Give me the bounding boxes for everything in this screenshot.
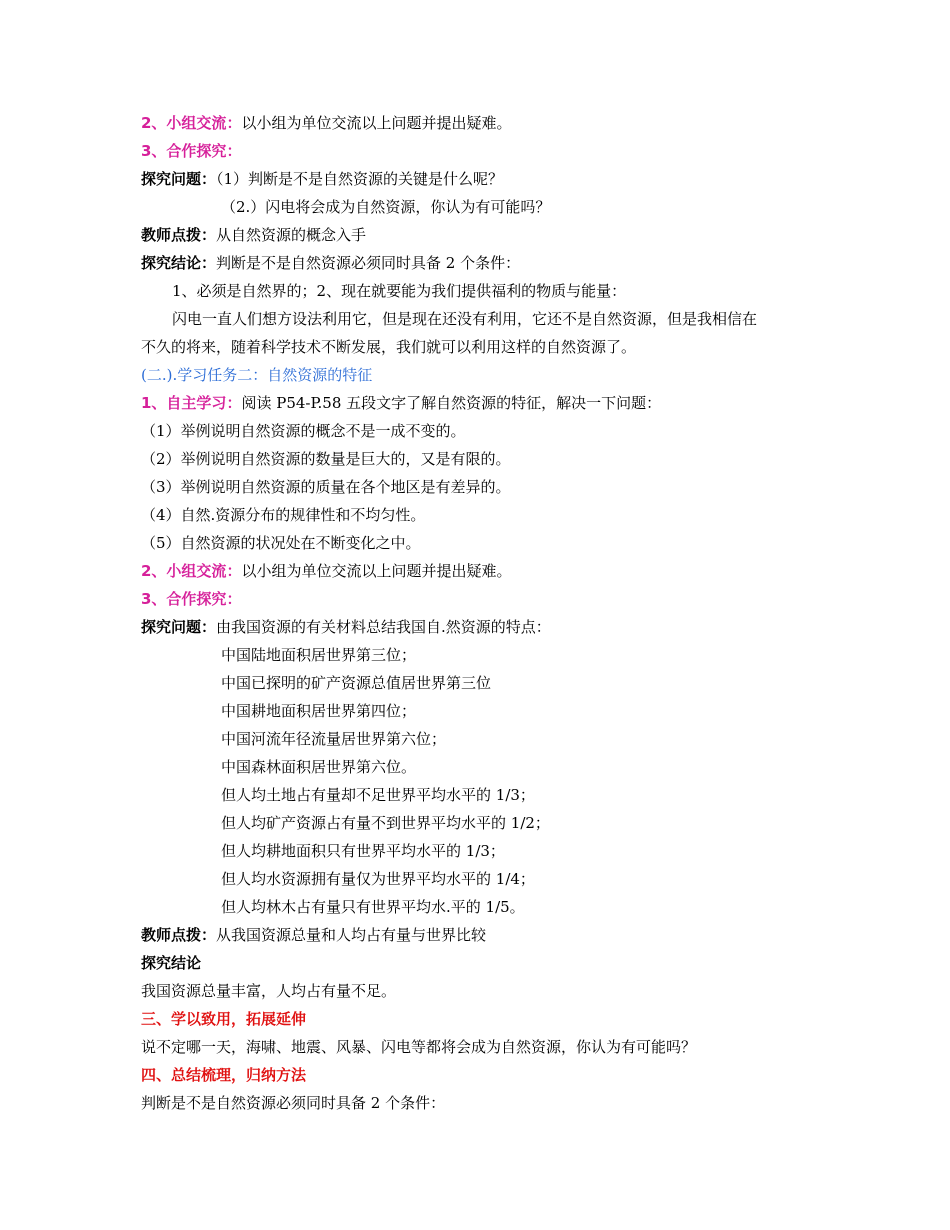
section-3-label: 三、学以致用，拓展延伸 xyxy=(141,1010,307,1028)
section-4-heading xyxy=(141,1065,306,1085)
conditions-line xyxy=(172,281,626,301)
inquiry-conclusion-line xyxy=(141,253,520,273)
section-4-text: 判断是不是自然资源必须同时具备 2 个条件： xyxy=(141,1094,446,1112)
cooperative-inquiry-label-2: 3、合作探究： xyxy=(141,590,242,608)
fact-line xyxy=(221,673,491,693)
inquiry-conclusion-label: 探究结论： xyxy=(141,254,217,272)
section-4-label: 四、总结梳理，归纳方法 xyxy=(141,1066,307,1084)
fact-line xyxy=(221,757,416,777)
inquiry-question-2-text: （2.）闪电将会成为自然资源，你认为有可能吗？ xyxy=(221,198,551,216)
fact-line xyxy=(221,645,416,665)
inquiry-question-line xyxy=(141,169,503,189)
fact-text: 中国森林面积居世界第六位。 xyxy=(221,758,417,776)
teacher-hint-text-2: 从我国资源总量和人均占有量与世界比较 xyxy=(216,926,487,944)
conclusion-text: 我国资源总量丰富，人均占有量不足。 xyxy=(141,982,397,1000)
list-item xyxy=(141,421,466,441)
inquiry-question-text: （1）判断是不是自然资源的关键是什么呢？ xyxy=(216,170,504,188)
self-study-text: 阅读 P54-P.58 五段文字了解自然资源的特征，解决一下问题： xyxy=(241,394,662,412)
section-3-question-text: 说不定哪一天，海啸、地震、风暴、闪电等都将会成为自然资源，你认为有可能吗？ xyxy=(141,1038,697,1056)
section-4-text-line xyxy=(141,1093,445,1113)
inquiry-question-line-2 xyxy=(141,617,551,637)
cooperative-inquiry-label: 3、合作探究： xyxy=(141,142,242,160)
fact-line xyxy=(221,785,535,805)
section-3-heading xyxy=(141,1009,306,1029)
learning-task-2-heading xyxy=(141,365,372,385)
fact-text: 中国陆地面积居世界第三位； xyxy=(221,646,417,664)
fact-line xyxy=(221,813,550,833)
conditions-text: 1、必须是自然界的；2、现在就要能为我们提供福利的物质与能量： xyxy=(172,282,627,300)
cooperative-inquiry-heading-2 xyxy=(141,589,241,609)
inquiry-conclusion-text: 判断是不是自然资源必须同时具备 2 个条件： xyxy=(216,254,521,272)
teacher-hint-line-2 xyxy=(141,925,486,945)
list-item xyxy=(141,505,425,525)
teacher-hint-text: 从自然资源的概念入手 xyxy=(216,226,367,244)
lightning-paragraph-text-2: 不久的将来，随着科学技术不断发展，我们就可以利用这样的自然资源了。 xyxy=(141,338,637,356)
fact-text: 中国河流年径流量居世界第六位； xyxy=(221,730,447,748)
fact-text: 但人均耕地面积只有世界平均水平的 1/3； xyxy=(221,842,505,860)
list-item-text: （1）举例说明自然资源的概念不是一成不变的。 xyxy=(141,422,466,440)
list-item-text: （4）自然.资源分布的规律性和不均匀性。 xyxy=(141,506,426,524)
teacher-hint-label-2: 教师点拨： xyxy=(141,926,217,944)
inquiry-conclusion-label-2: 探究结论 xyxy=(141,954,202,972)
learning-task-2-text: (二.).学习任务二：自然资源的特征 xyxy=(141,366,373,384)
fact-text: 但人均土地占有量却不足世界平均水平的 1/3； xyxy=(221,786,535,804)
group-exchange-line xyxy=(141,113,511,133)
conclusion-text-line xyxy=(141,981,396,1001)
self-study-label: 1、自主学习： xyxy=(141,394,242,412)
self-study-line xyxy=(141,393,661,413)
group-exchange-label-2: 2、小组交流： xyxy=(141,562,242,580)
list-item-text: （2）举例说明自然资源的数量是巨大的，又是有限的。 xyxy=(141,450,511,468)
lightning-paragraph-text-1: 闪电一直人们想方设法利用它，但是现在还没有利用，它还不是自然资源，但是我相信在 xyxy=(172,310,758,328)
group-exchange-line-2 xyxy=(141,561,511,581)
fact-line xyxy=(221,841,505,861)
fact-line xyxy=(221,701,416,721)
list-item-text: （5）自然资源的状况处在不断变化之中。 xyxy=(141,534,421,552)
teacher-hint-line xyxy=(141,225,366,245)
list-item xyxy=(141,533,421,553)
list-item xyxy=(141,477,511,497)
list-item-text: （3）举例说明自然资源的质量在各个地区是有差异的。 xyxy=(141,478,511,496)
inquiry-question-label-2: 探究问题： xyxy=(141,618,217,636)
fact-text: 中国已探明的矿产资源总值居世界第三位 xyxy=(221,674,492,692)
group-exchange-label: 2、小组交流： xyxy=(141,114,242,132)
fact-line xyxy=(221,897,525,917)
lightning-paragraph-line-1 xyxy=(172,309,757,329)
group-exchange-text: 以小组为单位交流以上问题并提出疑难。 xyxy=(241,114,512,132)
inquiry-question-text-2: 由我国资源的有关材料总结我国自.然资源的特点： xyxy=(216,618,551,636)
fact-text: 中国耕地面积居世界第四位； xyxy=(221,702,417,720)
inquiry-question-label: 探究问题： xyxy=(141,170,217,188)
fact-text: 但人均水资源拥有量仅为世界平均水平的 1/4； xyxy=(221,870,535,888)
inquiry-question-2 xyxy=(221,197,550,217)
teacher-hint-label: 教师点拨： xyxy=(141,226,217,244)
fact-text: 但人均林木占有量只有世界平均水.平的 1/5。 xyxy=(221,898,525,916)
group-exchange-text-2: 以小组为单位交流以上问题并提出疑难。 xyxy=(241,562,512,580)
inquiry-conclusion-heading-2 xyxy=(141,953,201,973)
fact-line xyxy=(221,869,535,889)
lightning-paragraph-line-2 xyxy=(141,337,636,357)
list-item xyxy=(141,449,511,469)
fact-text: 但人均矿产资源占有量不到世界平均水平的 1/2； xyxy=(221,814,550,832)
cooperative-inquiry-heading xyxy=(141,141,241,161)
fact-line xyxy=(221,729,446,749)
section-3-question-line xyxy=(141,1037,696,1057)
